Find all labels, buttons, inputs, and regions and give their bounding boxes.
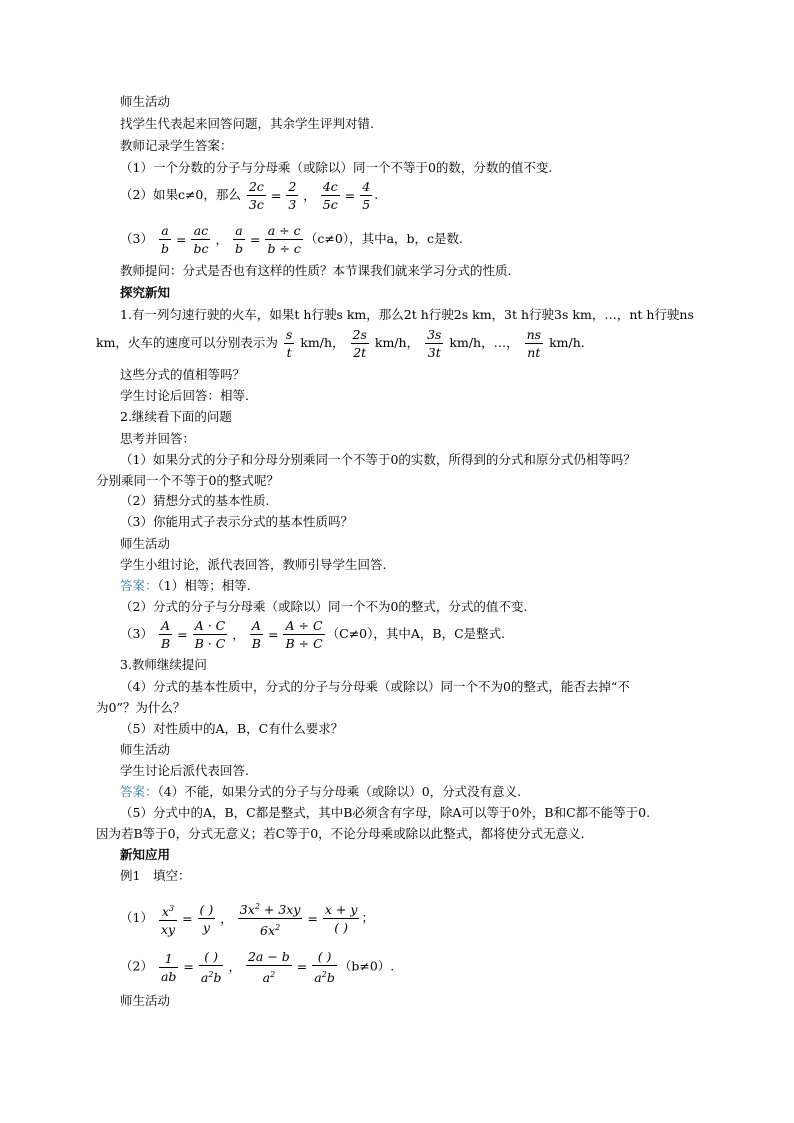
fraction: $\frac{4c}{5c}$ <box>322 179 338 212</box>
paragraph: 思考并回答： <box>120 431 196 446</box>
answer-line: 答案：（1）相等；相等. <box>120 578 251 593</box>
answer-label: 答案： <box>120 784 158 799</box>
question-5: （5）对性质中的A，B，C有什么要求？ <box>120 721 344 736</box>
paragraph: 这些分式的值相等吗？ <box>120 367 246 382</box>
speed-formula-line: km，火车的速度可以分别表示为 $\frac{s}{t}$ km/h， $\frac{2s}{2t}$ km/h， $\frac{3s}{3t}$ km/h，…， $\frac{ns}{nt}$ km/h. <box>96 327 585 360</box>
section-heading: 新知应用 <box>120 847 171 862</box>
fraction: $\frac{2s}{2t}$ <box>352 327 367 360</box>
fraction: $\frac{1}{ab}$ <box>160 950 177 984</box>
fraction: $\frac{a}{b}$ <box>234 223 243 256</box>
fraction: $\frac{ac}{bc}$ <box>193 223 209 256</box>
answer-item-1: （1）一个分数的分子与分母乘（或除以）同一个不等于0的数，分数的值不变. <box>120 160 553 175</box>
fraction: $\frac{A}{B}$ <box>251 618 261 651</box>
paragraph: 教师提问：分式是否也有这样的性质？本节课我们就来学习分式的性质. <box>120 263 512 278</box>
fraction-blank: $\frac{x + y}{( )}$ <box>324 902 358 935</box>
paragraph: 学生讨论后派代表回答. <box>120 763 249 778</box>
fraction: $\frac{4}{5}$ <box>362 179 371 212</box>
answer-item-5: （5）分式中的A，B，C都是整式，其中B必须含有字母，除A可以等于0外，B和C都不能等于0. <box>120 805 651 820</box>
paragraph: 1.有一列匀速行驶的火车，如果t h行驶s km，那么2t h行驶2s km，3t h行驶3s km，…，nt h行驶ns <box>120 307 694 322</box>
paragraph: 找学生代表起来回答问题，其余学生评判对错. <box>120 116 374 131</box>
section-heading: 探究新知 <box>120 285 171 300</box>
paragraph: 学生讨论后回答：相等. <box>120 388 249 403</box>
fraction-blank: $\frac{( )}{a^2b}$ <box>314 949 335 985</box>
fraction: $\frac{a \div c}{b \div c}$ <box>267 223 301 256</box>
question-3: （3）你能用式子表示分式的基本性质吗？ <box>120 514 353 529</box>
fraction: $\frac{3x^2 + 3xy}{6x^2}$ <box>238 898 303 939</box>
fraction: $\frac{x^3}{xy}$ <box>159 900 177 938</box>
fraction-blank: $\frac{( )}{a^2b}$ <box>200 949 222 985</box>
heading-teacher-student-activity: 师生活动 <box>120 94 171 109</box>
heading-teacher-student-activity: 师生活动 <box>120 742 171 757</box>
question-1-continued: 分别乘同一个不等于0的整式呢？ <box>96 473 279 488</box>
question-1: （1）如果分式的分子和分母分别乘同一个不等于0的实数，所得到的分式和原分式仍相等吗？ <box>120 452 636 467</box>
example-1-part-1: （1） $\frac{x^3}{xy}$ = $\frac{( )}{y}$ ， $\frac{3x^2 + 3xy}{6x^2}$ = $\frac{x + y}{( )}$ ； <box>120 898 374 939</box>
property-formula: （3） $\frac{A}{B}$ = $\frac{A \cdot C}{B \cdot C}$ ， $\frac{A}{B}$ = $\frac{A \div C}{B \div C}$ （C≠0），其中A，B，C是整式. <box>120 618 506 651</box>
fraction: $\frac{A}{B}$ <box>160 618 171 651</box>
fraction: $\frac{ns}{nt}$ <box>526 327 542 360</box>
question-4: （4）分式的基本性质中，分式的分子与分母乘（或除以）同一个不为0的整式，能否去掉“不 <box>120 679 630 694</box>
paragraph: 3.教师继续提问 <box>120 657 207 672</box>
fraction: $\frac{a}{b}$ <box>160 223 169 256</box>
fraction: $\frac{2a - b}{a^2}$ <box>247 949 290 985</box>
heading-teacher-student-activity: 师生活动 <box>120 993 171 1008</box>
question-4-continued: 为0”？为什么？ <box>96 700 186 715</box>
fraction: $\frac{2c}{3c}$ <box>248 179 264 212</box>
question-2: （2）猜想分式的基本性质. <box>120 493 270 508</box>
answer-label: 答案： <box>120 578 158 593</box>
answer-item-2: （2）分式的分子与分母乘（或除以）同一个不为0的整式，分式的值不变. <box>120 599 528 614</box>
paragraph: 教师记录学生答案： <box>120 138 233 153</box>
fraction: $\frac{A \div C}{B \div C}$ <box>285 618 323 651</box>
answer-item-3-formula: （3） $\frac{a}{b}$ = $\frac{ac}{bc}$ ， $\frac{a}{b}$ = $\frac{a \div c}{b \div c}$ （c≠0），其中a，b，c是数. <box>120 223 464 256</box>
fraction: $\frac{A \cdot C}{B \cdot C}$ <box>194 618 226 651</box>
fraction: $\frac{3s}{3t}$ <box>427 327 442 360</box>
example-title: 例1 填空： <box>120 868 191 883</box>
paragraph: 学生小组讨论，派代表回答，教师引导学生回答. <box>120 557 387 572</box>
answer-item-2-formula: （2）如果c≠0，那么 $\frac{2c}{3c}$ = $\frac{2}{3}$ ， $\frac{4c}{5c}$ = $\frac{4}{5}$ . <box>120 179 379 212</box>
fraction: $\frac{s}{t}$ <box>285 327 293 360</box>
example-1-part-2: （2） $\frac{1}{ab}$ = $\frac{( )}{a^2b}$ ， $\frac{2a - b}{a^2}$ = $\frac{( )}{a^2b}$ （b≠0）. <box>120 949 395 985</box>
answer-item-5-continued: 因为若B等于0，分式无意义；若C等于0，不论分母乘或除以此整式，都将使分式无意义. <box>96 826 585 841</box>
fraction: $\frac{2}{3}$ <box>288 179 297 212</box>
heading-teacher-student-activity: 师生活动 <box>120 536 171 551</box>
answer-line: 答案：（4）不能，如果分式的分子与分母乘（或除以）0，分式没有意义. <box>120 784 522 799</box>
paragraph: 2.继续看下面的问题 <box>120 409 232 424</box>
fraction-blank: $\frac{( )}{y}$ <box>199 902 214 935</box>
